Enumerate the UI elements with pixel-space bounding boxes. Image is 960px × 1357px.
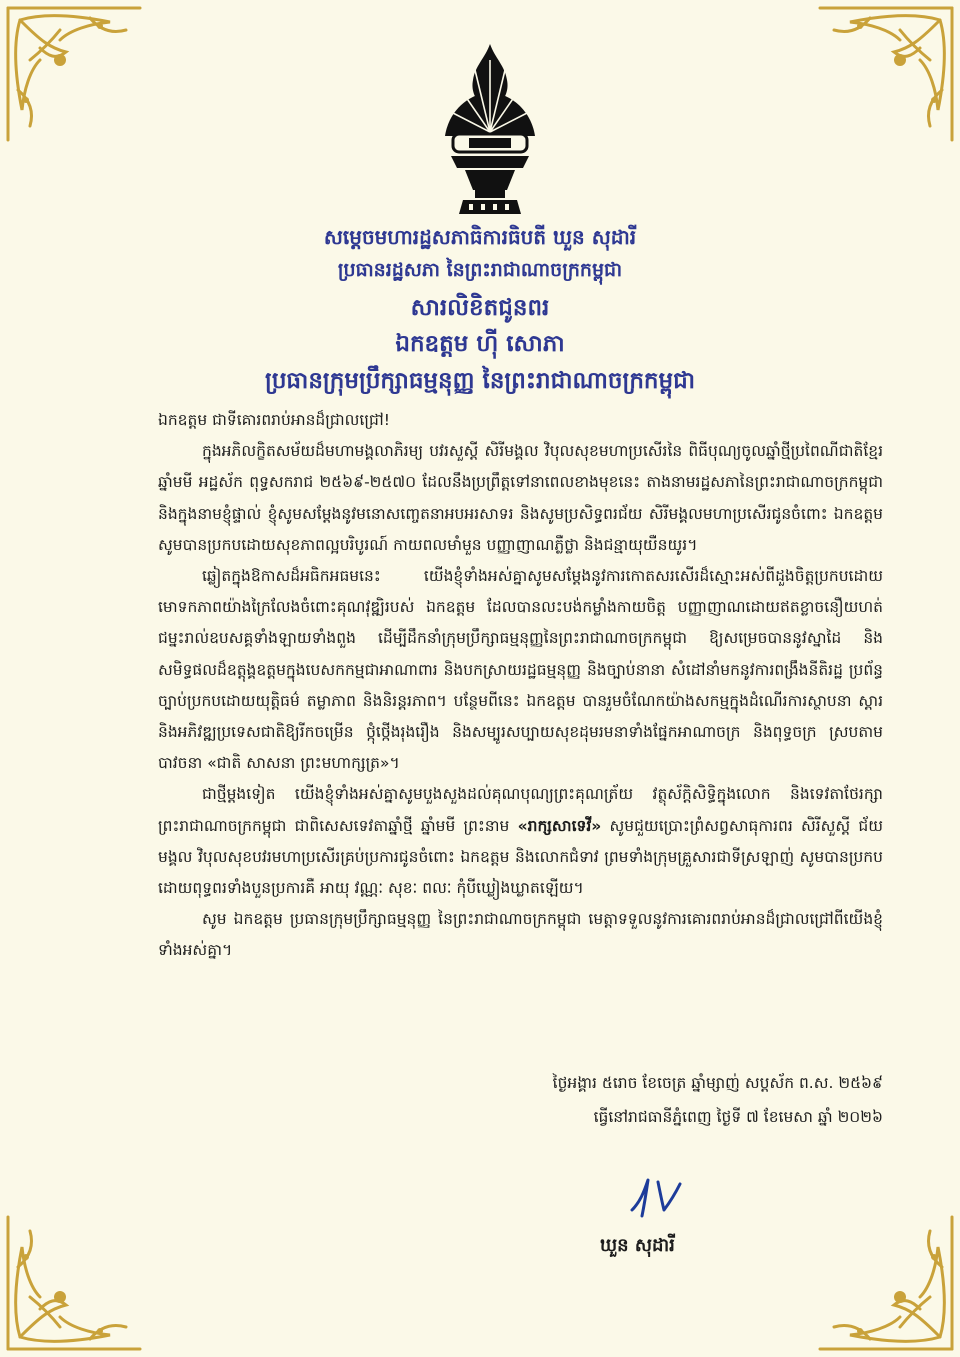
- paragraph-1: ក្នុងអភិលក្ខិតសម័យដ៏មហាមង្គលាភិរម្យ បវរសួស្តី សិរីមង្គល វិបុលសុខមហាប្រសើរនៃ ពិធីបុណ្យចូលឆ្នាំថ្មីប្រពៃណីជាតិខ្មែរ ឆ្នាំមមី អដ្ឋស័ក ពុទ្ធសករាជ ២៥៦៩-២៥៧០ ដែលនឹងប្រព្រឹត្តទៅនាពេលខាងមុខនេះ តាងនាមរដ្ឋសភានៃព្រះរាជាណាចក្រកម្ពុជា និងក្នុងនាមខ្ញុំផ្ទាល់ ខ្ញុំសូមសម្តែងនូវមនោសញ្ចេតនាអបអរសាទរ និងសូមប្រសិទ្ធពរជ័យ សិរីមង្គលមហាប្រសើរជូនចំពោះ ឯកឧត្តម សូមបានប្រកបដោយសុខភាពល្អបរិបូរណ៍ កាយពលមាំមួន បញ្ញាញាណភ្លឺថ្លា និងជន្មាយុយឺនយូរ។: [158, 442, 883, 554]
- paragraph-4: សូម ឯកឧត្តម ប្រធានក្រុមប្រឹក្សាធម្មនុញ្ញ នៃព្រះរាជាណាចក្រកម្ពុជា មេត្តាទទួលនូវការគោរពរាប់អានដ៏ជ្រាលជ្រៅពីយើងខ្ញុំទាំងអស់គ្នា។: [158, 910, 883, 960]
- paragraph-3: [158, 779, 883, 904]
- recipient-name: ឯកឧត្តម ហ៊ី សោភា: [395, 331, 565, 357]
- sender-title: សម្តេចមហារដ្ឋសភាធិការធិបតី ឃួន សុដារី: [323, 225, 637, 249]
- corner-ornament-bottom-right: [810, 1207, 960, 1357]
- recipient-position: ប្រធានក្រុមប្រឹក្សាធម្មនុញ្ញ នៃព្រះរាជាណាចក្រកម្ពុជា: [264, 368, 696, 394]
- letter-body: [158, 405, 883, 967]
- new-year-angel-name: «រាក្សសាទេវី»: [517, 816, 602, 835]
- sender-position: ប្រធានរដ្ឋសភា នៃព្រះរាជាណាចក្រកម្ពុជា: [337, 259, 623, 281]
- solar-date-place: ធ្វើនៅរាជធានីភ្នំពេញ ថ្ងៃទី ៧ ខែមេសា ឆ្នាំ ២០២៦: [593, 1108, 883, 1126]
- paragraph-3-part-2: សូមជួយប្រោះព្រំសព្វសាធុការពរ សិរីសួស្តី ជ័យមង្គល វិបុលសុខបវរមហាប្រសើរគ្រប់ប្រការជូនចំពោះ ឯកឧត្តម និងលោកជំទាវ ព្រមទាំងក្រុមគ្រួសារជាទីស្រឡាញ់ សូមបានប្រកបដោយពុទ្ធពរទាំងបួនប្រការគឺ អាយុ វណ្ណៈ សុខៈ ពលៈ កុំបីឃ្លៀងឃ្លាតឡើយ។: [158, 816, 883, 898]
- lunar-date: ថ្ងៃអង្គារ ៥រោច ខែចេត្រ ឆ្នាំម្សាញ់ សប្តស័ក ព.ស. ២៥៦៩: [552, 1074, 883, 1092]
- salutation: ឯកឧត្តម ជាទីគោរពរាប់អានដ៏ជ្រាលជ្រៅ!: [158, 411, 390, 429]
- corner-ornament-top-right: [810, 0, 960, 150]
- letter-title: សារលិខិតជូនពរ: [410, 295, 550, 321]
- paragraph-2: ឆ្លៀតក្នុងឱកាសដ៏អធិកអធមនេះ យើងខ្ញុំទាំងអស់គ្នាសូមសម្តែងនូវការកោតសរសើរដ៏ស្មោះអស់ពីដួងចិត្តប្រកបដោយមោទកភាពយ៉ាងក្រៃលែងចំពោះគុណវុឌ្ឍិរបស់ ឯកឧត្តម ដែលបានលះបង់កម្លាំងកាយចិត្ត បញ្ញាញាណដោយឥតខ្លាចនឿយហត់ ជម្នះរាល់ឧបសគ្គទាំងឡាយទាំងពួង ដើម្បីដឹកនាំក្រុមប្រឹក្សាធម្មនុញ្ញនៃព្រះរាជាណាចក្រកម្ពុជា ឱ្យសម្រេចបាននូវស្នាដៃ និងសមិទ្ធផលដ៏ឧត្តុង្គឧត្តមក្នុងបេសកកម្មជាអាណាពារ និងបកស្រាយរដ្ឋធម្មនុញ្ញ និងច្បាប់នានា សំដៅនាំមកនូវការពង្រឹងនីតិរដ្ឋ ប្រព័ន្ធច្បាប់ប្រកបដោយយុត្តិធម៌ តម្លាភាព និងនិរន្តរភាព។ បន្ថែមពីនេះ ឯកឧត្តម បានរួមចំណែកយ៉ាងសកម្មក្នុងដំណើរការស្ថាបនា ស្តារ និងអភិវឌ្ឍប្រទេសជាតិឱ្យរីកចម្រើន ថ្កុំថ្កើងរុងរឿង និងសម្បូរសប្បាយសុខដុមរមនាទាំងផ្នែកអាណាចក្រ និងពុទ្ធចក្រ ស្របតាមបាវចនា «ជាតិ សាសនា ព្រះមហាក្សត្រ»។: [158, 567, 883, 773]
- paragraph-3-part-1: ជាថ្មីម្តងទៀត យើងខ្ញុំទាំងអស់គ្នាសូមបួងសួងដល់គុណបុណ្យព្រះគុណត្រ័យ វត្ថុស័ក្តិសិទ្ធិក្នុងលោក និងទេវតាថែរក្សាព្រះរាជាណាចក្រកម្ពុជា ជាពិសេសទេវតាឆ្នាំថ្មី ឆ្នាំមមី ព្រះនាម: [158, 785, 883, 835]
- national-assembly-emblem-icon: [435, 40, 545, 220]
- corner-ornament-top-left: [0, 0, 150, 150]
- handwritten-signature: [622, 1170, 692, 1220]
- corner-ornament-bottom-left: [0, 1207, 150, 1357]
- signer-name: ឃួន សុដារី: [600, 1235, 675, 1256]
